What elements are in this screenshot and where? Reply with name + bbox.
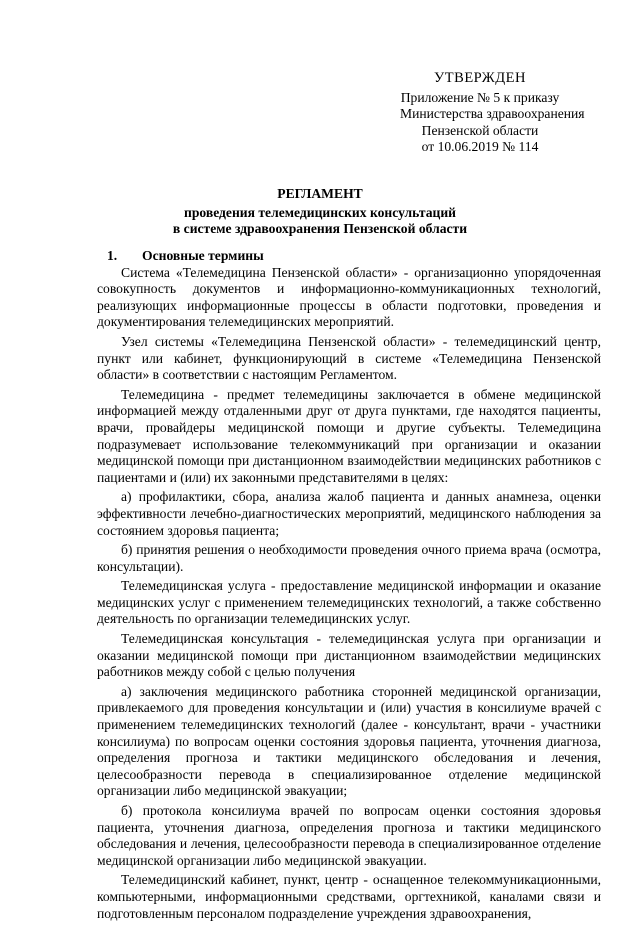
paragraph: Узел системы «Телемедицина Пензенской области» - телемедицинский центр, пункт или кабинет, функционирующий в системе «Телемедицина Пензенской области» в соответствии с настоящим Регламентом. [97,333,601,383]
document-body [97,248,601,925]
approved-label: УТВЕРЖДЕН [434,70,526,86]
approval-line: Министерства здравоохранения [400,106,585,122]
paragraph: б) принятия решения о необходимости проведения очного приема врача (осмотра, консультации). [97,542,601,574]
paragraph: а) профилактики, сбора, анализа жалоб пациента и данных анамнеза, оценки эффективности лечебно-диагностических мероприятий, медицинского наблюдения за состоянием здоровья пациента; [97,489,601,538]
approval-line: Пензенской области [421,122,539,138]
section-number: 1. [107,248,118,263]
section-heading [97,248,601,265]
section-title: Основные термины [142,248,264,263]
paragraph: а) заключения медицинского работника сторонней медицинской организации, привлекаемого для проведения консультации и (или) участия в консилиуме врачей с применением телемедицинских технологий (далее - консультант, врачи - участники консилиума) по вопросам оценки состояния здоровья пациента, уточнения диагноза, определения прогноза и тактики медицинского обследования и лечения, целесообразности перевода в специализированное отделение медицинской организации либо медицинской эвакуации; [97,683,601,799]
paragraph: Телемедицинский кабинет, пункт, центр - оснащенное телекоммуникационными, компьютерными, информационными средствами, оргтехникой, каналами связи и подготовленным персоналом подразделение учреждения здравоохранения, [97,872,601,921]
document-subtitle: проведения телемедицинских консультаций [184,204,456,220]
document-subtitle: в системе здравоохранения Пензенской области [172,221,468,237]
document-title-block [60,186,580,238]
approval-line: Приложение № 5 к приказу [400,89,560,105]
paragraph: Телемедицинская услуга - предоставление медицинской информации и оказание медицинских услуг с применением телемедицинских технологий, а также собственно деятельность по организации телемедицинских услуг. [97,578,601,627]
approval-line: от 10.06.2019 № 114 [421,139,539,155]
paragraph: Телемедицинская консультация - телемедицинская услуга при организации и оказании медицинской помощи при дистанционном взаимодействии медицинских работников между собой с целью получения [97,631,601,680]
approval-stamp-block [400,70,585,156]
paragraph: Телемедицина - предмет телемедицины заключается в обмене медицинской информацией между отдаленными друг от друга пунктами, где находятся пациенты, врачи, провайдеры медицинской помощи и другие субъекты. Телемедицина подразумевает использование телекоммуникаций при организации и оказании медицинской помощи при дистанционном взаимодействии медицинских работников с пациентами и (или) их законными представителями в целях: [97,386,601,485]
paragraph: Система «Телемедицина Пензенской области» - организационно упорядоченная совокупность документов и информационно-коммуникационных технологий, реализующих информационные процессы в области подготовки, проведения и документирования телемедицинских мероприятий. [97,264,601,330]
document-title: РЕГЛАМЕНТ [277,186,363,201]
paragraph: б) протокола консилиума врачей по вопросам оценки состояния здоровья пациента, уточнения диагноза, определения прогноза и тактики медицинского обследования и лечения, целесообразности перевода в специализированное отделение медицинской организации либо медицинской эвакуации. [97,803,601,868]
